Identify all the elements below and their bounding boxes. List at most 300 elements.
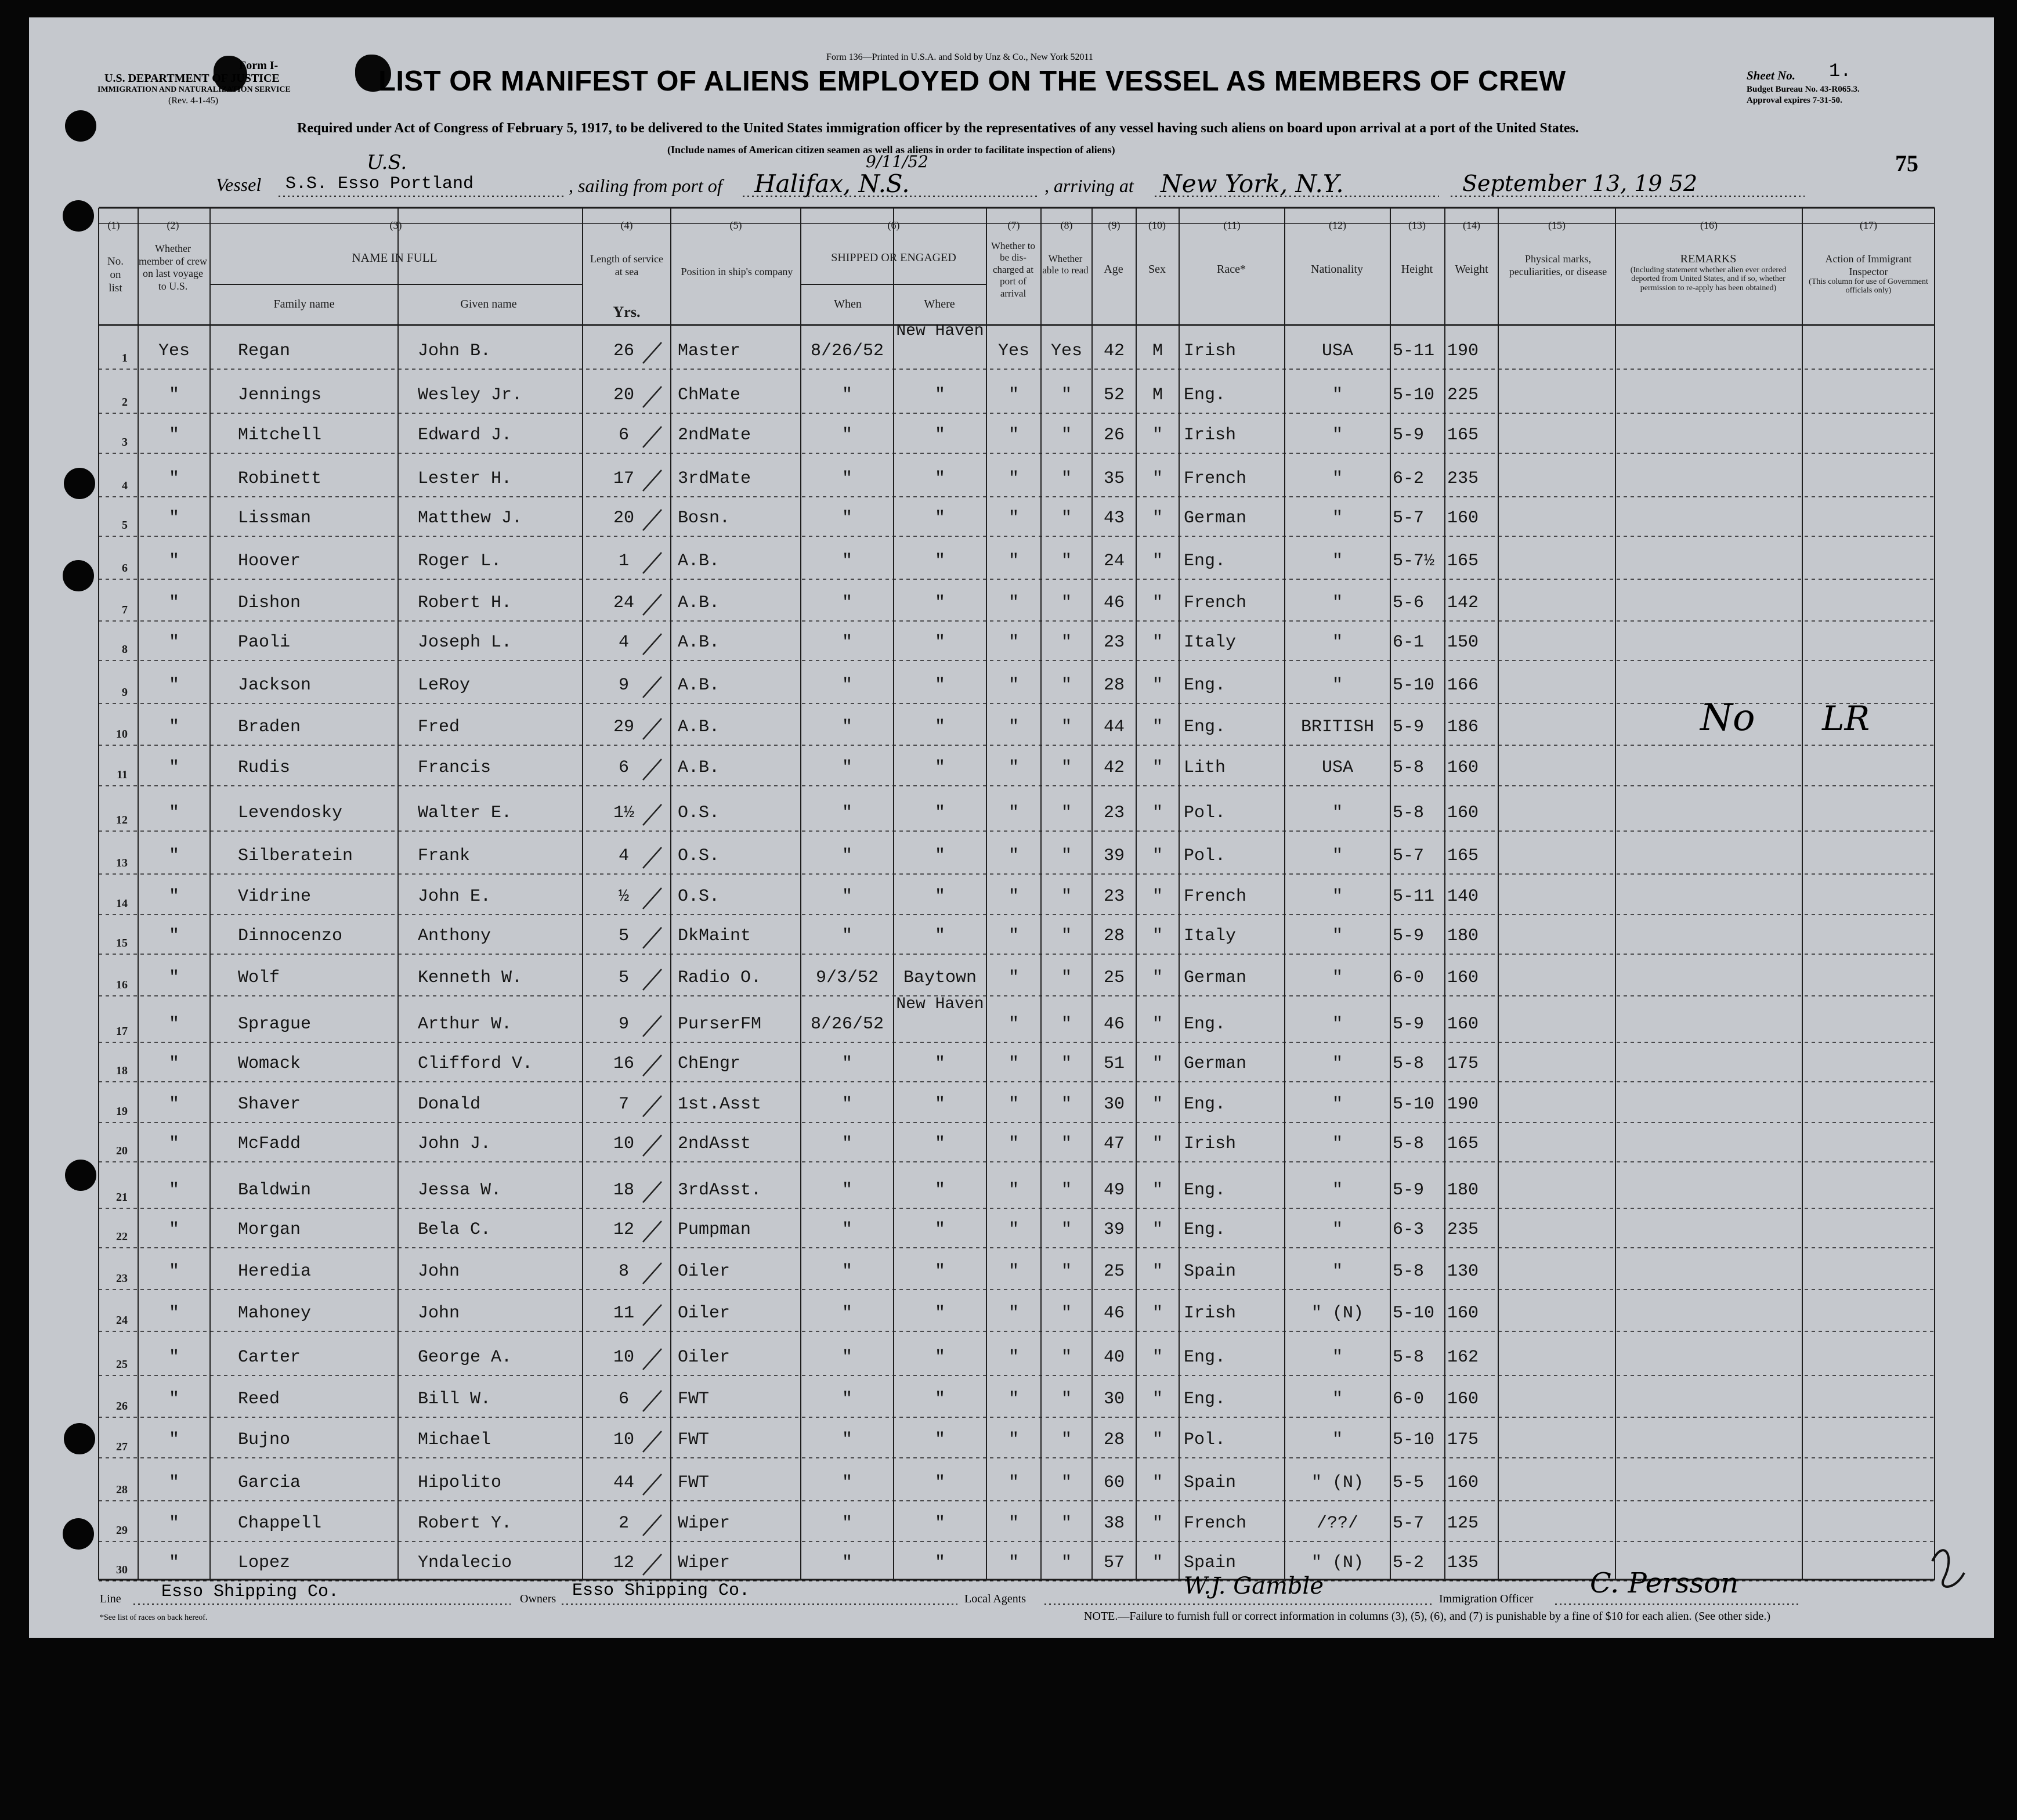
column-number: (12)	[1329, 219, 1346, 231]
height: 5-10	[1393, 676, 1435, 695]
previous-voyage: "	[168, 1180, 179, 1200]
shipped-when: "	[841, 551, 852, 571]
previous-voyage: "	[168, 1134, 179, 1154]
row-number: 7	[122, 604, 128, 616]
nationality: "	[1332, 469, 1343, 489]
nationality: "	[1332, 1180, 1343, 1200]
column-number: (2)	[167, 219, 179, 231]
header-crew-last-voyage: Whether member of crew on last voyage to U.S.	[139, 243, 207, 292]
position: Master	[678, 341, 741, 361]
nationality: "	[1332, 593, 1343, 613]
position: Wiper	[678, 1514, 731, 1533]
able-read: Yes	[1050, 341, 1082, 361]
height: 5-9	[1393, 1180, 1425, 1200]
shipped-when: "	[841, 1473, 852, 1493]
given-name: Francis	[418, 758, 491, 778]
shipped-when: "	[841, 1095, 852, 1114]
given-name: John B.	[418, 341, 491, 361]
nationality: "	[1332, 1095, 1343, 1114]
age: 44	[1103, 717, 1125, 737]
sex: "	[1152, 633, 1163, 652]
age: 47	[1103, 1134, 1125, 1154]
weight: 160	[1447, 1014, 1479, 1034]
department: U.S. DEPARTMENT OF JUSTICE	[104, 72, 280, 85]
discharged: "	[1008, 968, 1019, 988]
discharged: "	[1008, 1014, 1019, 1034]
service-years: 20	[613, 385, 634, 405]
family-name: Jennings	[238, 385, 322, 405]
column-number: (4)	[620, 219, 633, 231]
service-years: 9	[618, 1014, 629, 1034]
sex: "	[1152, 508, 1163, 528]
nationality: "	[1332, 846, 1343, 866]
given-name: Yndalecio	[418, 1553, 512, 1573]
weight: 142	[1447, 593, 1479, 613]
shipped-when: 8/26/52	[810, 1014, 884, 1034]
previous-voyage: "	[168, 1262, 179, 1281]
nationality: USA	[1321, 758, 1353, 778]
column-number: (5)	[729, 219, 742, 231]
discharged: "	[1008, 1180, 1019, 1200]
shipped-where: "	[934, 1389, 945, 1409]
position: Radio O.	[678, 968, 762, 988]
family-name: Vidrine	[238, 887, 312, 907]
age: 28	[1103, 676, 1125, 695]
discharged: "	[1008, 469, 1019, 489]
sex: "	[1152, 593, 1163, 613]
race: French	[1184, 593, 1247, 613]
able-read: "	[1061, 846, 1072, 866]
given-name: Robert H.	[418, 593, 512, 613]
previous-voyage: "	[168, 508, 179, 528]
able-read: "	[1061, 926, 1072, 946]
given-name: Bela C.	[418, 1220, 491, 1240]
header-height: Height	[1401, 263, 1433, 276]
age: 25	[1103, 1262, 1125, 1281]
position: ChEngr	[678, 1054, 741, 1074]
shipped-when: "	[841, 425, 852, 445]
height: 5-7½	[1393, 551, 1435, 571]
race: French	[1184, 887, 1247, 907]
race: Irish	[1184, 425, 1237, 445]
service-years: 6	[618, 425, 629, 445]
service-years: 12	[613, 1220, 634, 1240]
sex: "	[1152, 1220, 1163, 1240]
height: 5-8	[1393, 1134, 1425, 1154]
family-name: Sprague	[238, 1014, 312, 1034]
shipped-when: 9/3/52	[815, 968, 879, 988]
service-years: 1½	[613, 803, 634, 823]
row-number: 28	[116, 1483, 128, 1496]
header-able-read: Whether able to read	[1042, 253, 1089, 276]
shipped-where: "	[934, 425, 945, 445]
given-name: Joseph L.	[418, 633, 512, 652]
shipped-when: "	[841, 1303, 852, 1323]
previous-voyage: "	[168, 469, 179, 489]
family-name: Lissman	[238, 508, 312, 528]
requirement-text: Required under Act of Congress of February 5, 1917, to be delivered to the United States immigration officer by the representatives of any vessel having such aliens on board upon arrival at a port of the United States.	[297, 121, 1579, 136]
vessel-label: Vessel	[216, 174, 262, 195]
discharged: "	[1008, 887, 1019, 907]
nationality: USA	[1321, 341, 1353, 361]
budget-bureau: Budget Bureau No. 43-R065.3.	[1747, 85, 1860, 94]
race: Irish	[1184, 1303, 1237, 1323]
race: Spain	[1184, 1553, 1237, 1573]
shipped-when: "	[841, 1553, 852, 1573]
shipped-where: "	[934, 593, 945, 613]
sailing-port: Halifax, N.S.	[754, 169, 910, 198]
family-name: Levendosky	[238, 803, 343, 823]
age: 24	[1103, 551, 1125, 571]
family-name: Reed	[238, 1389, 280, 1409]
age: 40	[1103, 1348, 1125, 1367]
age: 25	[1103, 968, 1125, 988]
weight: 165	[1447, 1134, 1479, 1154]
service-years: 6	[618, 758, 629, 778]
shipped-where: "	[934, 1054, 945, 1074]
row-number: 10	[116, 728, 128, 741]
given-name: John	[418, 1262, 460, 1281]
line-value: Esso Shipping Co.	[161, 1582, 339, 1602]
discharged: "	[1008, 1348, 1019, 1367]
position: Oiler	[678, 1303, 731, 1323]
shipped-where: "	[934, 1134, 945, 1154]
age: 57	[1103, 1553, 1125, 1573]
age: 28	[1103, 1430, 1125, 1450]
sex: "	[1152, 1180, 1163, 1200]
position: Oiler	[678, 1262, 731, 1281]
family-name: Mahoney	[238, 1303, 312, 1323]
shipped-where: "	[934, 1180, 945, 1200]
given-name: Jessa W.	[418, 1180, 502, 1200]
race: German	[1184, 968, 1247, 988]
header-length-unit: Yrs.	[613, 304, 641, 320]
weight: 160	[1447, 508, 1479, 528]
shipped-when: "	[841, 846, 852, 866]
service-years: 26	[613, 341, 634, 361]
position: O.S.	[678, 846, 720, 866]
height: 5-9	[1393, 425, 1425, 445]
column-number: (14)	[1463, 219, 1480, 231]
able-read: "	[1061, 1220, 1072, 1240]
header-shipped: SHIPPED OR ENGAGED	[831, 251, 956, 264]
shipped-where: "	[934, 846, 945, 866]
position: A.B.	[678, 593, 720, 613]
discharged: "	[1008, 926, 1019, 946]
header-sex: Sex	[1148, 263, 1166, 276]
sex: "	[1152, 676, 1163, 695]
row-number: 9	[122, 686, 128, 699]
weight: 160	[1447, 803, 1479, 823]
page-number: 75	[1895, 150, 1918, 176]
service-years: 10	[613, 1430, 634, 1450]
shipped-when: 8/26/52	[810, 341, 884, 361]
arriving-port: New York, N.Y.	[1161, 169, 1344, 198]
previous-voyage: "	[168, 1054, 179, 1074]
given-name: Robert Y.	[418, 1514, 512, 1533]
given-name: John E.	[418, 887, 491, 907]
able-read: "	[1061, 551, 1072, 571]
sex: "	[1152, 758, 1163, 778]
height: 5-8	[1393, 1262, 1425, 1281]
sex: "	[1152, 469, 1163, 489]
race: Eng.	[1184, 1180, 1226, 1200]
shipped-when: "	[841, 508, 852, 528]
able-read: "	[1061, 1014, 1072, 1034]
given-name: Anthony	[418, 926, 491, 946]
sailing-date: 9/11/52	[866, 152, 928, 171]
column-number: (11)	[1223, 219, 1241, 231]
nationality: " (N)	[1311, 1473, 1364, 1493]
discharged: "	[1008, 1473, 1019, 1493]
weight: 135	[1447, 1553, 1479, 1573]
given-name: Fred	[418, 717, 460, 737]
age: 30	[1103, 1389, 1125, 1409]
height: 6-3	[1393, 1220, 1425, 1240]
position: ChMate	[678, 385, 741, 405]
row-number: 6	[122, 562, 128, 575]
sex: "	[1152, 803, 1163, 823]
able-read: "	[1061, 385, 1072, 405]
officer-label: Immigration Officer	[1439, 1593, 1534, 1605]
nationality: "	[1332, 551, 1343, 571]
position: O.S.	[678, 803, 720, 823]
weight: 160	[1447, 758, 1479, 778]
weight: 125	[1447, 1514, 1479, 1533]
shipped-where: "	[934, 469, 945, 489]
shipped-when: "	[841, 1514, 852, 1533]
discharged: "	[1008, 1054, 1019, 1074]
sex: "	[1152, 1348, 1163, 1367]
discharged: "	[1008, 1430, 1019, 1450]
previous-voyage: "	[168, 1303, 179, 1323]
discharged: "	[1008, 1262, 1019, 1281]
nationality: "	[1332, 1262, 1343, 1281]
family-name: Baldwin	[238, 1180, 312, 1200]
previous-voyage: "	[168, 425, 179, 445]
given-name: Kenneth W.	[418, 968, 523, 988]
nationality: "	[1332, 1430, 1343, 1450]
weight: 190	[1447, 341, 1479, 361]
service-years: 2	[618, 1514, 629, 1533]
age: 35	[1103, 469, 1125, 489]
family-name: Braden	[238, 717, 301, 737]
row-number: 14	[116, 897, 128, 910]
able-read: "	[1061, 1095, 1072, 1114]
weight: 235	[1447, 469, 1479, 489]
row-number: 27	[116, 1440, 128, 1453]
position: FWT	[678, 1389, 710, 1409]
discharged: "	[1008, 593, 1019, 613]
officer-signature: C. Persson	[1590, 1567, 1739, 1599]
discharged: "	[1008, 1553, 1019, 1573]
age: 30	[1103, 1095, 1125, 1114]
shipped-when: "	[841, 1180, 852, 1200]
sex: "	[1152, 1553, 1163, 1573]
shipped-where: "	[934, 1303, 945, 1323]
height: 5-8	[1393, 758, 1425, 778]
family-name: McFadd	[238, 1134, 301, 1154]
age: 42	[1103, 758, 1125, 778]
row-number: 30	[116, 1563, 128, 1576]
service-years: 10	[613, 1134, 634, 1154]
previous-voyage: "	[168, 846, 179, 866]
weight: 180	[1447, 1180, 1479, 1200]
position: Bosn.	[678, 508, 731, 528]
column-number: (16)	[1700, 219, 1718, 231]
sex: "	[1152, 1303, 1163, 1323]
header-weight: Weight	[1455, 263, 1488, 276]
sex: "	[1152, 1262, 1163, 1281]
service-years: 16	[613, 1054, 634, 1074]
sex: M	[1152, 341, 1163, 361]
family-name: Jackson	[238, 676, 312, 695]
sheet-label: Sheet No.	[1747, 68, 1795, 82]
shipped-where: "	[934, 676, 945, 695]
discharged: "	[1008, 1303, 1019, 1323]
sex: "	[1152, 887, 1163, 907]
position: Oiler	[678, 1348, 731, 1367]
shipped-where: "	[934, 385, 945, 405]
row-number: 25	[116, 1358, 128, 1371]
remarks-annotation: No	[1700, 696, 1755, 739]
header-race: Race*	[1217, 263, 1246, 276]
shipped-when: "	[841, 1054, 852, 1074]
able-read: "	[1061, 1134, 1072, 1154]
previous-voyage: "	[168, 676, 179, 695]
race: Italy	[1184, 633, 1237, 652]
able-read: "	[1061, 1303, 1072, 1323]
column-number: (17)	[1860, 219, 1877, 231]
sex: "	[1152, 1514, 1163, 1533]
shipped-where: "	[934, 926, 945, 946]
row-number: 13	[116, 857, 128, 869]
service-years: 8	[618, 1262, 629, 1281]
header-remarks-note: (Including statement whether alien ever ordered deported from United States, and if so, whether permission to re-apply has been obtained)	[1630, 266, 1787, 292]
weight: 160	[1447, 1389, 1479, 1409]
previous-voyage: "	[168, 1514, 179, 1533]
height: 6-2	[1393, 469, 1425, 489]
family-name: Carter	[238, 1348, 301, 1367]
given-name: Edward J.	[418, 425, 512, 445]
family-name: Bujno	[238, 1430, 291, 1450]
previous-voyage: "	[168, 1095, 179, 1114]
height: 6-0	[1393, 1389, 1425, 1409]
shipped-when: "	[841, 758, 852, 778]
age: 39	[1103, 1220, 1125, 1240]
shipped-when: "	[841, 1220, 852, 1240]
race: Eng.	[1184, 717, 1226, 737]
given-name: LeRoy	[418, 676, 471, 695]
shipped-when: "	[841, 593, 852, 613]
position: O.S.	[678, 887, 720, 907]
discharged: "	[1008, 1220, 1019, 1240]
height: 5-8	[1393, 1348, 1425, 1367]
header-when: When	[834, 298, 862, 310]
discharged: "	[1008, 1514, 1019, 1533]
family-name: Heredia	[238, 1262, 312, 1281]
able-read: "	[1061, 1430, 1072, 1450]
previous-voyage: "	[168, 1389, 179, 1409]
discharged: "	[1008, 1134, 1019, 1154]
race: Eng.	[1184, 551, 1226, 571]
height: 5-10	[1393, 1430, 1435, 1450]
age: 49	[1103, 1180, 1125, 1200]
shipped-where: "	[934, 1430, 945, 1450]
given-name: Arthur W.	[418, 1014, 512, 1034]
form-number: Form I-	[239, 59, 279, 72]
column-number: (1)	[107, 219, 120, 231]
able-read: "	[1061, 1514, 1072, 1533]
race: French	[1184, 469, 1247, 489]
arriving-label: , arriving at	[1044, 175, 1134, 196]
row-number: 5	[122, 519, 128, 532]
nationality: /??/	[1316, 1514, 1358, 1533]
row-number: 8	[122, 643, 128, 656]
nationality: "	[1332, 1220, 1343, 1240]
column-number: (13)	[1408, 219, 1426, 231]
service-years: 44	[613, 1473, 634, 1493]
shipped-where: "	[934, 887, 945, 907]
header-where: Where	[924, 298, 955, 310]
header-no-on-list: No. on list	[107, 255, 124, 294]
service-years: 18	[613, 1180, 634, 1200]
discharged: "	[1008, 633, 1019, 652]
service-years: 1	[618, 551, 629, 571]
discharged: "	[1008, 1095, 1019, 1114]
previous-voyage: "	[168, 633, 179, 652]
position: A.B.	[678, 717, 720, 737]
able-read: "	[1061, 676, 1072, 695]
service-years: 10	[613, 1348, 634, 1367]
race: Pol.	[1184, 846, 1226, 866]
height: 5-9	[1393, 717, 1425, 737]
shipped-where: "	[934, 1514, 945, 1533]
family-name: Dishon	[238, 593, 301, 613]
row-number: 16	[116, 978, 128, 991]
previous-voyage: "	[168, 968, 179, 988]
shipped-where: "	[934, 758, 945, 778]
header-remarks: REMARKS	[1680, 252, 1737, 265]
age: 23	[1103, 633, 1125, 652]
row-number: 19	[116, 1105, 128, 1118]
previous-voyage: "	[168, 887, 179, 907]
service-years: ½	[618, 887, 629, 907]
height: 5-9	[1393, 926, 1425, 946]
sex: "	[1152, 425, 1163, 445]
sex: "	[1152, 1054, 1163, 1074]
race: Eng.	[1184, 1220, 1226, 1240]
column-number: (3)	[389, 219, 402, 231]
discharged: "	[1008, 551, 1019, 571]
row-number: 29	[116, 1524, 128, 1537]
inspector-action-annotation: LR	[1822, 699, 1870, 738]
row-number: 4	[122, 479, 128, 492]
nationality: "	[1332, 968, 1343, 988]
age: 26	[1103, 425, 1125, 445]
weight: 180	[1447, 926, 1479, 946]
family-name: Morgan	[238, 1220, 301, 1240]
discharged: "	[1008, 385, 1019, 405]
row-number: 18	[116, 1064, 128, 1077]
column-number: (8)	[1060, 219, 1073, 231]
family-name: Wolf	[238, 968, 280, 988]
age: 46	[1103, 1303, 1125, 1323]
row-number: 22	[116, 1230, 128, 1243]
column-number: (10)	[1148, 219, 1166, 231]
race: Eng.	[1184, 1014, 1226, 1034]
given-name: Walter E.	[418, 803, 512, 823]
